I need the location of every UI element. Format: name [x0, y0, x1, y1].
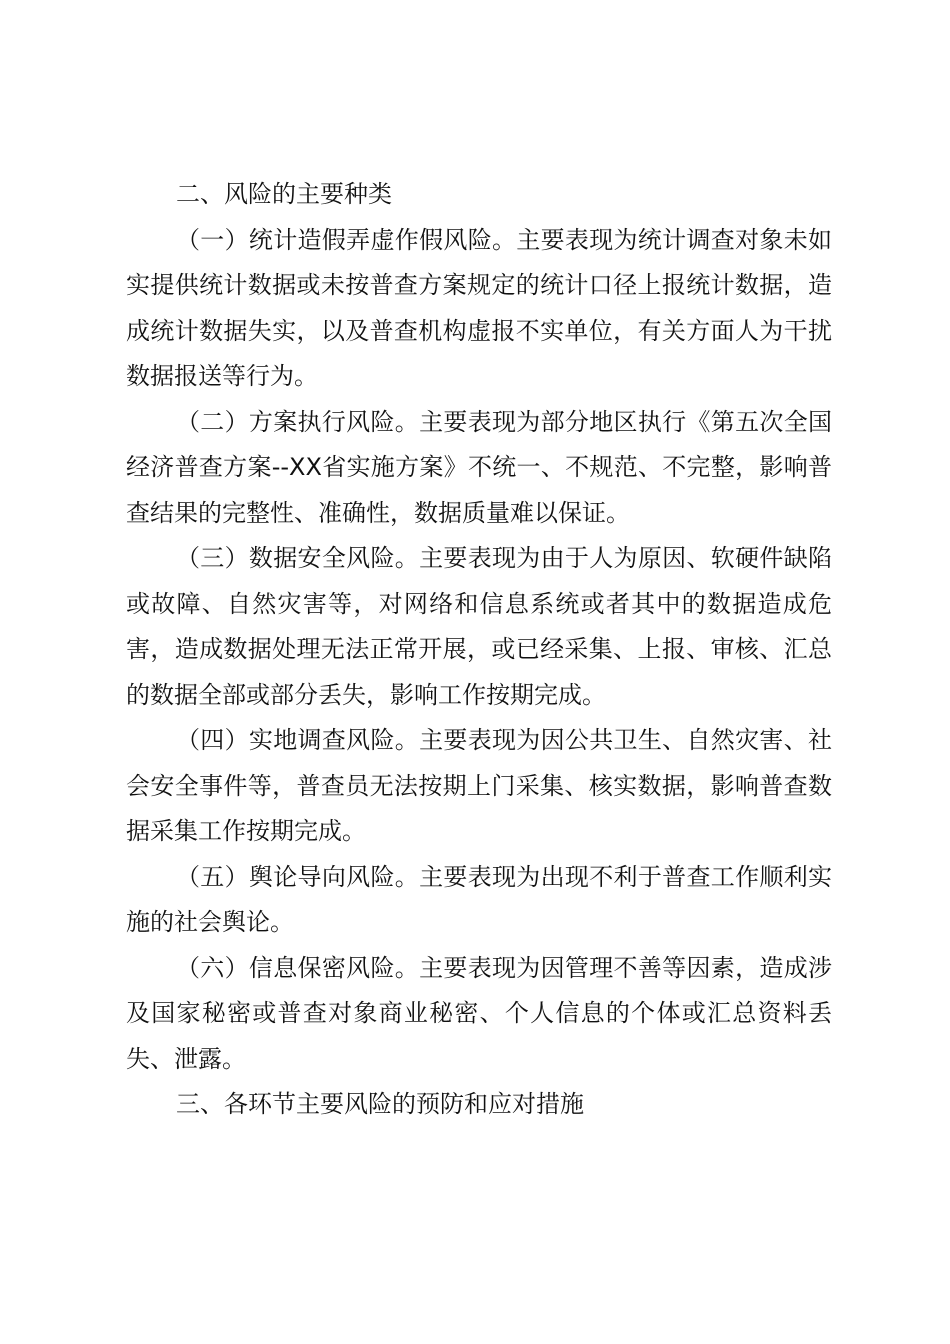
paragraph-data-security-risk: （三）数据安全风险。主要表现为由于人为原因、软硬件缺陷或故障、自然灾害等，对网络和信息系统或者其中的数据造成危害，造成数据处理无法正常开展，或已经采集、上报、审核、汇总的数据全部或部分丢失，影响工作按期完成。: [126, 544, 832, 709]
paragraph-plan-execution-risk: （二）方案执行风险。主要表现为部分地区执行《第五次全国经济普查方案--XX省实施方案》不统一、不规范、不完整，影响普查结果的完整性、准确性，数据质量难以保证。: [126, 407, 832, 527]
paragraph-field-survey-risk: （四）实地调查风险。主要表现为因公共卫生、自然灾害、社会安全事件等，普查员无法按期上门采集、核实数据，影响普查数据采集工作按期完成。: [126, 726, 832, 845]
document-body: [126, 172, 832, 1128]
section-heading-prevention-measures: 三、各环节主要风险的预防和应对措施: [176, 1090, 584, 1118]
section-heading-risk-types: 二、风险的主要种类: [176, 180, 392, 208]
paragraph-public-opinion-risk: （五）舆论导向风险。主要表现为出现不利于普查工作顺利实施的社会舆论。: [126, 862, 832, 936]
paragraph-statistical-fraud-risk: （一）统计造假弄虚作假风险。主要表现为统计调查对象未如实提供统计数据或未按普查方案规定的统计口径上报统计数据，造成统计数据失实，以及普查机构虚报不实单位，有关方面人为干扰数据报送等行为。: [126, 225, 832, 390]
paragraph-information-confidentiality-risk: （六）信息保密风险。主要表现为因管理不善等因素，造成涉及国家秘密或普查对象商业秘密、个人信息的个体或汇总资料丢失、泄露。: [126, 953, 832, 1073]
